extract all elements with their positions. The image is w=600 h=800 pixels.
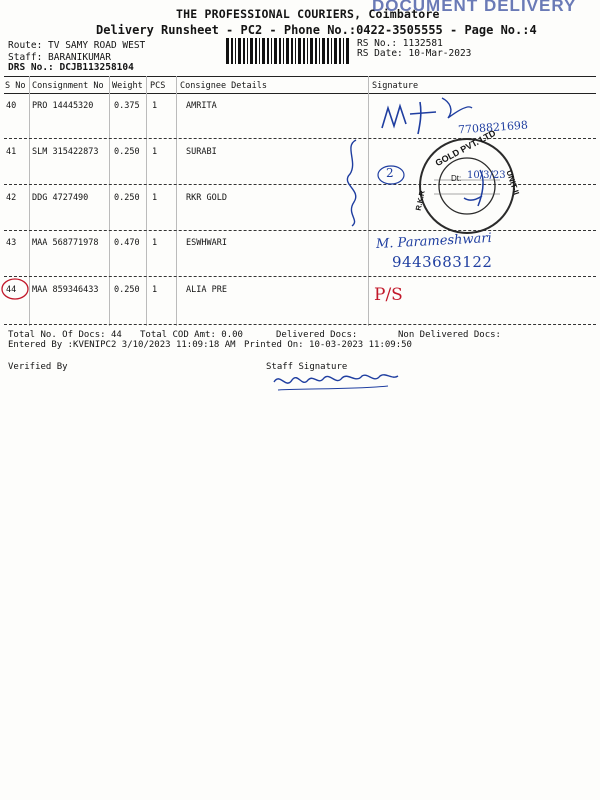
- company-name: THE PROFESSIONAL COURIERS, Coimbatore: [176, 7, 440, 21]
- row-43-weight: 0.470: [114, 238, 140, 248]
- handwritten-name-row-43: M. Parameshwari: [375, 230, 493, 253]
- col-header-signature: Signature: [372, 81, 419, 91]
- row-44-consignment: MAA 859346433: [32, 285, 99, 295]
- runsheet-title: Delivery Runsheet - PC2 - Phone No.:0422-3505555 - Page No.:4: [96, 23, 537, 37]
- col-header-consignee: Consignee Details: [180, 81, 267, 91]
- row-42-weight: 0.250: [114, 193, 140, 203]
- drs-number: DRS No.: DCJB113258104: [8, 62, 134, 73]
- row-41-pcs: 1: [152, 147, 158, 157]
- stamp-left-text: R.K.R: [413, 189, 427, 212]
- stamp-date-handwritten: 10/3/23: [467, 170, 506, 181]
- handwritten-phone-row-43: 9443683122: [392, 253, 493, 271]
- row-41-weight: 0.250: [114, 147, 140, 157]
- handwritten-mark-row-41: 2: [386, 166, 394, 180]
- row-40-weight: 0.375: [114, 101, 140, 111]
- row-44-sno: 44: [6, 285, 17, 295]
- row-40-consignment: PRO 14445320: [32, 101, 94, 111]
- rs-date: RS Date: 10-Mar-2023: [357, 48, 472, 59]
- row-42-consignee: RKR GOLD: [186, 193, 227, 203]
- stamp-date-label: Dt:: [451, 174, 462, 183]
- col-header-sno: S No: [5, 81, 26, 91]
- col-header-weight: Weight: [112, 81, 143, 91]
- row-40-sno: 40: [6, 101, 17, 111]
- row-43-pcs: 1: [152, 238, 158, 248]
- row-43-separator: [4, 276, 596, 277]
- total-docs: Total No. Of Docs: 44: [8, 330, 122, 340]
- rs-number: RS No.: 1132581: [357, 38, 443, 49]
- row-43-consignee: ESWHWARI: [186, 238, 227, 248]
- printed-on: Printed On: 10-03-2023 11:09:50: [244, 340, 412, 350]
- row-40-consignee: AMRITA: [186, 101, 217, 111]
- row-42-pcs: 1: [152, 193, 158, 203]
- delivered-docs: Delivered Docs:: [276, 330, 358, 340]
- document-delivery-stamp: DOCUMENT DELIVERY: [372, 0, 577, 15]
- col-header-consignment: Consignment No: [32, 81, 104, 91]
- staff-signature-scribble: [268, 368, 408, 398]
- handwritten-note-row-44: P/S: [374, 285, 403, 305]
- entered-by: Entered By :KVENIPC2 3/10/2023 11:09:18 AM: [8, 340, 236, 350]
- row-42-consignment: DDG 4727490: [32, 193, 89, 203]
- row-42-sno: 42: [6, 193, 17, 203]
- stamp-top-text: GOLD PVT. LTD: [433, 127, 498, 169]
- stamp-right-text: UNIT-II: [504, 169, 521, 196]
- row-44-pcs: 1: [152, 285, 158, 295]
- non-delivered-docs: Non Delivered Docs:: [398, 330, 501, 340]
- row-44-weight: 0.250: [114, 285, 140, 295]
- row-43-consignment: MAA 568771978: [32, 238, 99, 248]
- row-41-consignment: SLM 315422873: [32, 147, 99, 157]
- table-top-rule: [4, 76, 596, 77]
- col-header-pcs: PCS: [150, 81, 166, 91]
- row-40-pcs: 1: [152, 101, 158, 111]
- brace-scribble-row-41: [336, 136, 376, 228]
- barcode: [226, 38, 350, 64]
- row-44-consignee: ALIA PRE: [186, 285, 227, 295]
- row-43-sno: 43: [6, 238, 17, 248]
- staff-signature-label: Staff Signature: [266, 362, 348, 372]
- staff-name: Staff: BARANIKUMAR: [8, 52, 111, 63]
- handwritten-phone-row-40: 7708821698: [457, 118, 529, 137]
- header-bottom-rule: [4, 93, 596, 94]
- row-41-consignee: SURABI: [186, 147, 217, 157]
- row-41-sno: 41: [6, 147, 17, 157]
- route: Route: TV SAMY ROAD WEST: [8, 40, 146, 51]
- total-cod-amount: Total COD Amt: 0.00: [140, 330, 243, 340]
- verified-by-label: Verified By: [8, 362, 68, 372]
- row-44-separator: [4, 324, 596, 325]
- red-circle-mark: [0, 276, 34, 302]
